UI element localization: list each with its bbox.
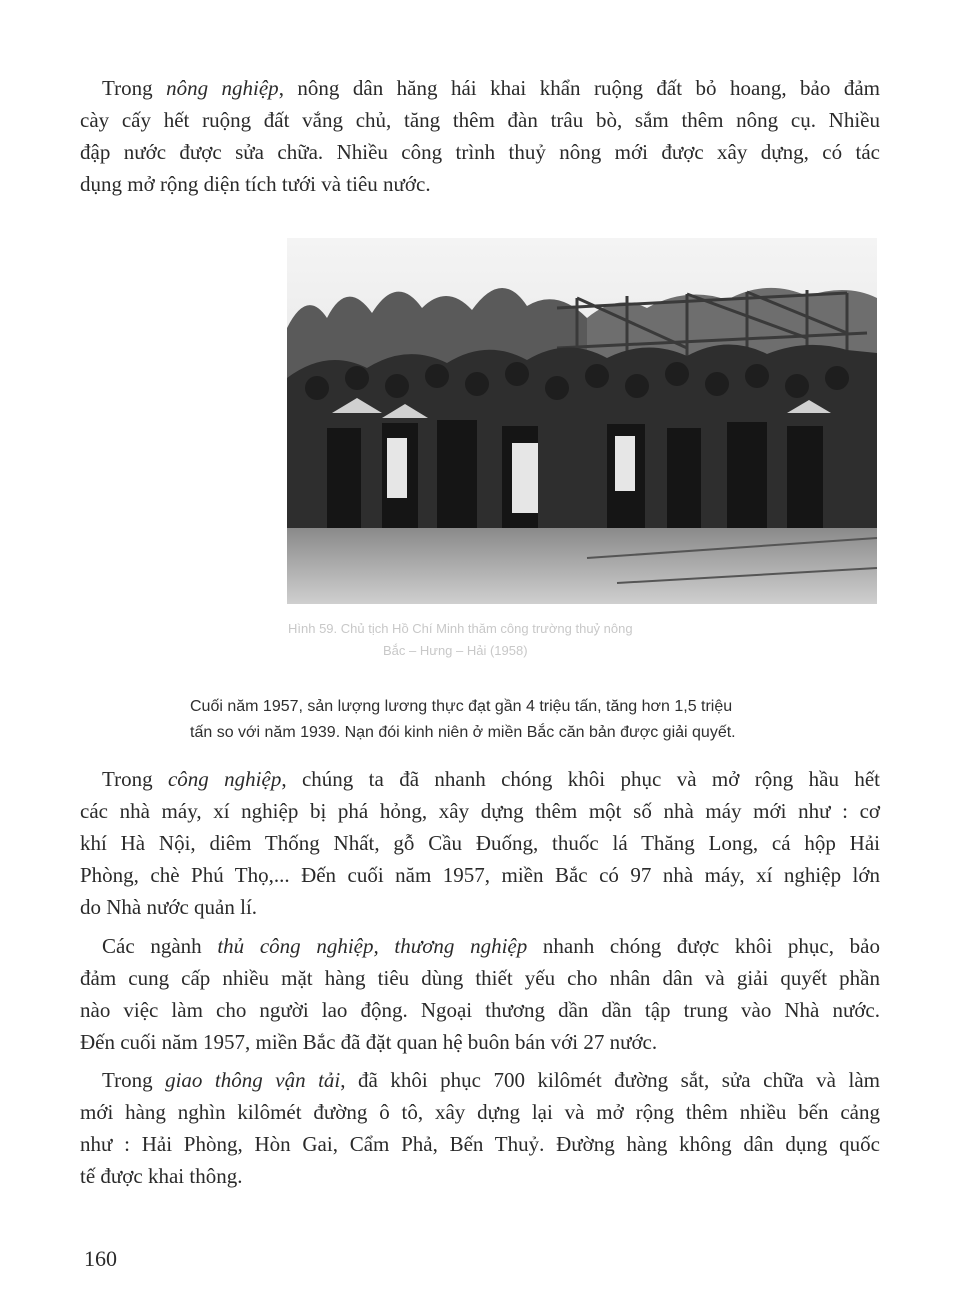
- historical-photo: [287, 238, 877, 604]
- paragraph-line: đập nước được sửa chữa. Nhiều công trình thuỷ nông mới được xây dựng, có tác: [80, 140, 880, 164]
- paragraph-industry: [80, 763, 880, 923]
- paragraph-line: tế được khai thông.: [80, 1164, 243, 1188]
- emphasis-term: công nghiệp: [167, 767, 282, 791]
- emphasis-term: thủ công nghiệp, thương nghiệp: [217, 934, 528, 958]
- paragraph-line: Phòng, chè Phú Thọ,... Đến cuối năm 1957, miền Bắc có 97 nhà máy, xí nghiệp lớn: [80, 863, 880, 887]
- paragraph-line: đảm cung cấp nhiều mặt hàng tiêu dùng thiết yếu cho nhân dân và giải quyết phần: [80, 966, 880, 990]
- note-box: [190, 694, 880, 746]
- note-line: tấn so với năm 1939. Nạn đói kinh niên ở miền Bắc căn bản được giải quyết.: [190, 724, 736, 741]
- paragraph-line: Các ngành thủ công nghiệp, thương nghiệp nhanh chóng được khôi phục, bảo: [102, 934, 880, 958]
- paragraph-transport: [80, 1064, 880, 1192]
- caption-line: Bắc – Hưng – Hải (1958): [383, 643, 528, 658]
- emphasis-term: nông nghiệp: [166, 76, 279, 100]
- paragraph-line: Trong nông nghiệp, nông dân hăng hái khai khẩn ruộng đất bỏ hoang, bảo đảm: [102, 76, 881, 100]
- paragraph-line: Đến cuối năm 1957, miền Bắc đã đặt quan hệ buôn bán với 27 nước.: [80, 1030, 658, 1054]
- figure-caption: [288, 618, 808, 662]
- paragraph-line: khí Hà Nội, diêm Thống Nhất, gỗ Cầu Đuống, thuốc lá Thăng Long, cá hộp Hải: [80, 831, 880, 855]
- page-number: 160: [84, 1246, 117, 1271]
- paragraph-line: do Nhà nước quản lí.: [80, 895, 258, 919]
- paragraph-line: dụng mở rộng diện tích tưới và tiêu nước.: [80, 172, 431, 196]
- paragraph-agriculture: [80, 72, 880, 200]
- paragraph-line: Trong giao thông vận tải, đã khôi phục 700 kilômét đường sắt, sửa chữa và làm: [102, 1068, 880, 1092]
- paragraph-line: mới hàng nghìn kilômét đường ô tô, xây dựng lại và mở rộng thêm nhiều bến cảng: [80, 1100, 880, 1124]
- caption-line: Hình 59. Chủ tịch Hồ Chí Minh thăm công trường thuỷ nông: [288, 621, 633, 636]
- paragraph-line: các nhà máy, xí nghiệp bị phá hỏng, xây dựng thêm một số nhà máy mới như : cơ: [80, 799, 880, 823]
- note-line: Cuối năm 1957, sản lượng lương thực đạt gần 4 triệu tấn, tăng hơn 1,5 triệu: [190, 698, 733, 715]
- photo-illustration: [287, 238, 877, 604]
- paragraph-handicraft-trade: [80, 930, 880, 1058]
- emphasis-term: giao thông vận tải: [165, 1068, 341, 1092]
- paragraph-line: Trong công nghiệp, chúng ta đã nhanh chóng khôi phục và mở rộng hầu hết: [102, 767, 880, 791]
- paragraph-line: như : Hải Phòng, Hòn Gai, Cẩm Phả, Bến Thuỷ. Đường hàng không dân dụng quốc: [80, 1132, 880, 1156]
- paragraph-line: nào việc làm cho người lao động. Ngoại thương dần dần tập trung vào Nhà nước.: [80, 998, 880, 1022]
- paragraph-line: cày cấy hết ruộng đất vắng chủ, tăng thêm đàn trâu bò, sắm thêm nông cụ. Nhiều: [80, 108, 880, 132]
